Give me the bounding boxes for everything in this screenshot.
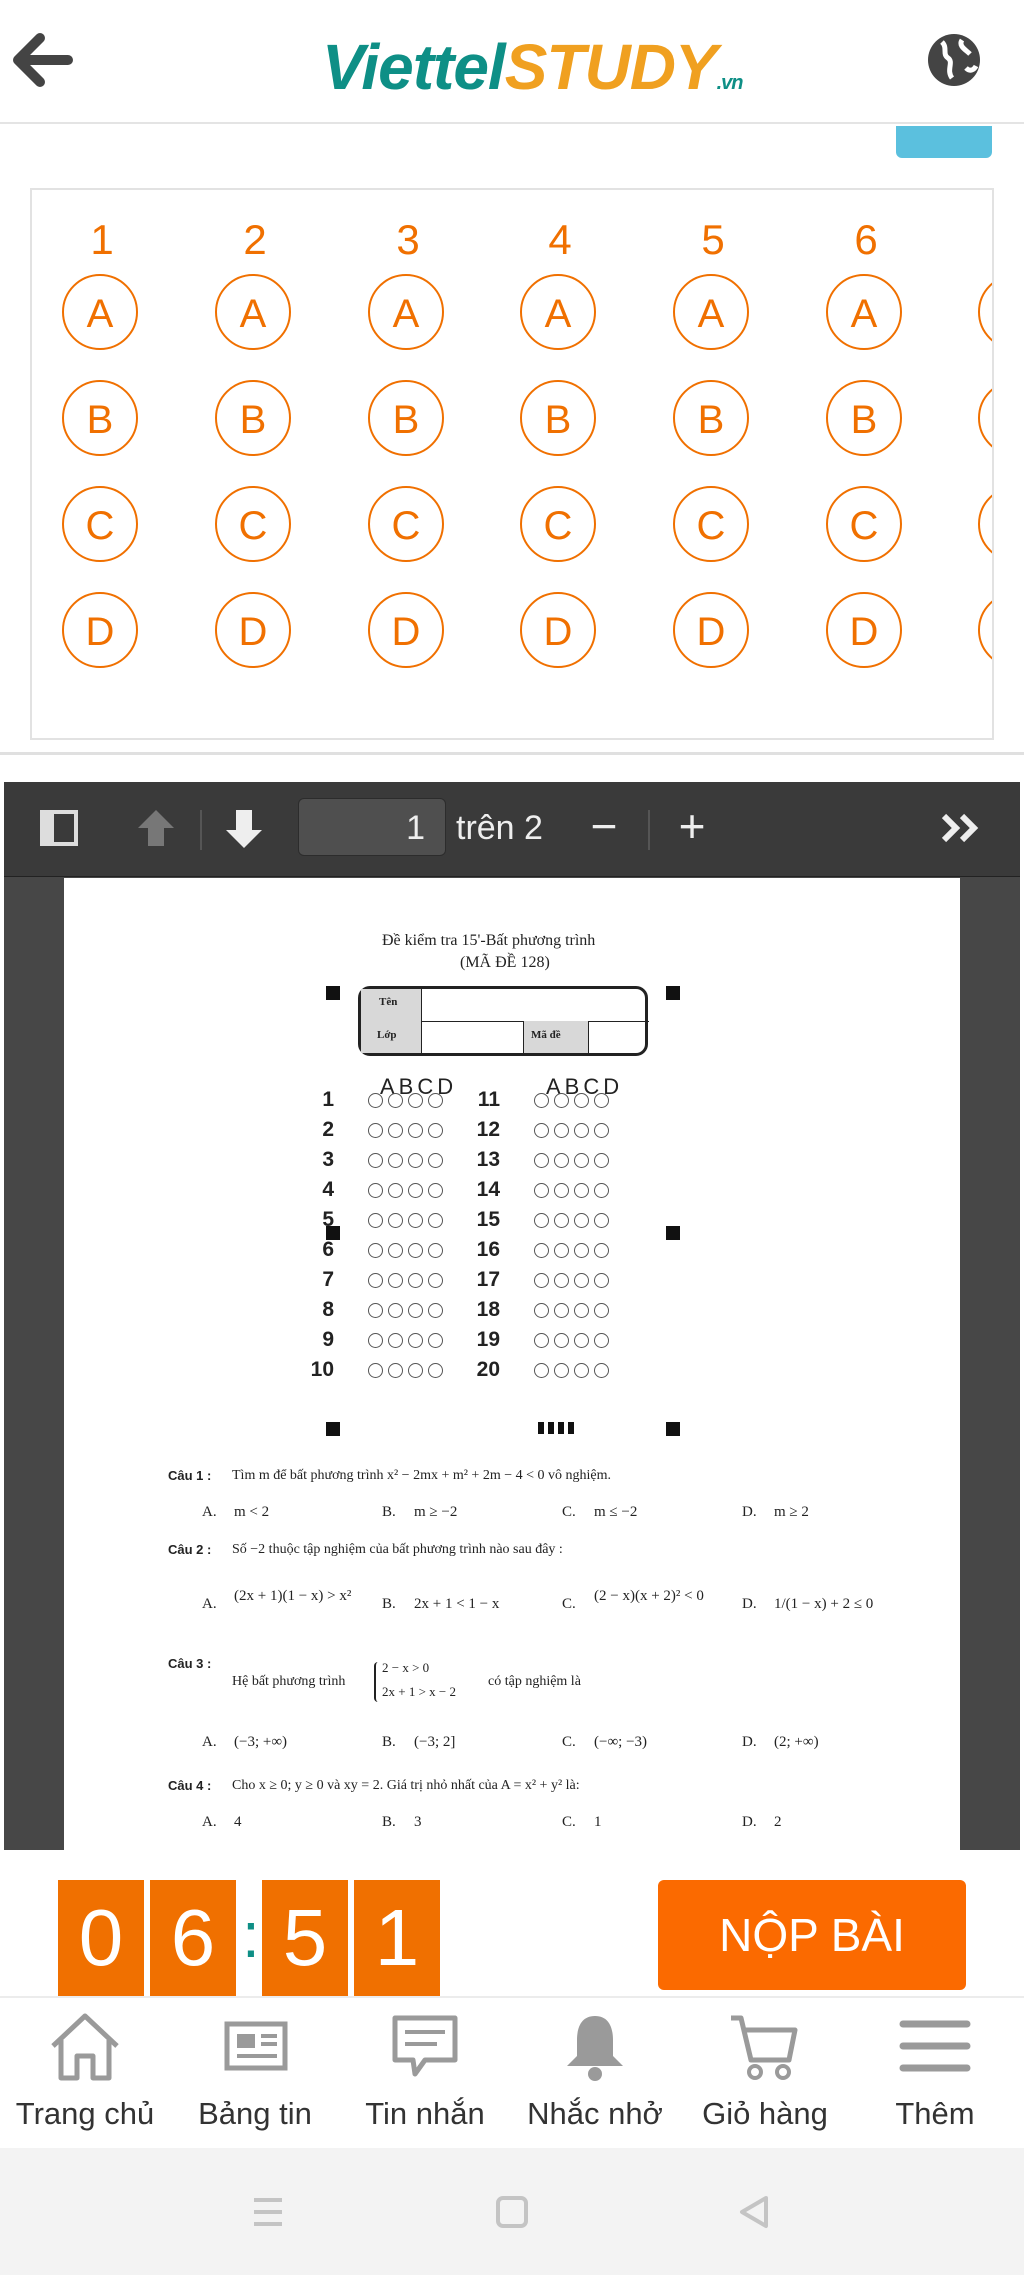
answer-bubble[interactable]: B	[520, 380, 596, 456]
answer-bubble[interactable]: B	[826, 380, 902, 456]
answer-bubble[interactable]: A	[368, 274, 444, 350]
sidebar-toggle-button[interactable]	[36, 800, 84, 856]
tab-more[interactable]	[850, 2008, 1020, 2136]
answer-bubble[interactable]: B	[368, 380, 444, 456]
sheet-bubble	[408, 1303, 423, 1318]
alignment-mark	[326, 1422, 340, 1436]
option-label: D.	[742, 1814, 757, 1830]
answer-bubble[interactable]: D	[826, 592, 902, 668]
back-nav-icon[interactable]	[734, 2192, 774, 2232]
answer-bubble[interactable]: C	[215, 486, 291, 562]
question-label: Câu 4 :	[168, 1778, 212, 1793]
logo-text-study: STUDY	[504, 31, 717, 103]
sheet-bubble	[428, 1093, 443, 1108]
previous-page-button[interactable]	[128, 800, 184, 856]
question-text: Hệ bất phương trình	[232, 1674, 346, 1689]
answer-bubble[interactable]: C	[826, 486, 902, 562]
sheet-bubble	[428, 1183, 443, 1198]
answer-bubble[interactable]: B	[62, 380, 138, 456]
sheet-row-number: 18	[476, 1298, 500, 1321]
sheet-row-number: 2	[322, 1118, 334, 1141]
option-label: A.	[202, 1814, 217, 1830]
logo-text-viettel: Viettel	[322, 31, 505, 103]
sheet-bubble	[408, 1333, 423, 1348]
sheet-bubble	[408, 1183, 423, 1198]
pdf-code: (MÃ ĐỀ 128)	[460, 954, 550, 971]
more-tools-button[interactable]	[936, 800, 988, 856]
sheet-bubble	[408, 1273, 423, 1288]
tab-label: Bảng tin	[198, 2096, 312, 2131]
option-text: 1/(1 − x) + 2 ≤ 0	[774, 1596, 874, 1612]
viettel-study-logo	[322, 22, 743, 112]
sheet-bubble	[594, 1303, 609, 1318]
cart-icon	[725, 2008, 805, 2084]
question-text: Tìm m để bất phương trình x² − 2mx + m² + 2m − 4 < 0 vô nghiệm.	[232, 1468, 612, 1483]
timer-digit: 6	[150, 1880, 236, 1996]
back-button[interactable]	[10, 28, 74, 92]
sheet-bubble	[408, 1363, 423, 1378]
arrow-up-icon	[128, 800, 184, 856]
sheet-bubble	[574, 1303, 589, 1318]
option-label: D.	[742, 1734, 757, 1750]
question-number: 6	[854, 216, 878, 263]
system-brace	[374, 1662, 382, 1702]
option-text: (2 − x)(x + 2)² < 0	[594, 1588, 704, 1604]
sheet-bubble	[388, 1333, 403, 1348]
option-text: (2; +∞)	[774, 1734, 819, 1750]
sheet-bubble	[388, 1243, 403, 1258]
sheet-bubble	[368, 1213, 383, 1228]
system-navigation-bar	[0, 2148, 1024, 2275]
option-text: (−3; +∞)	[234, 1734, 288, 1750]
question-number: 1	[90, 216, 114, 263]
timer-separator: :	[242, 1899, 260, 1971]
sheet-bubble	[554, 1333, 569, 1348]
tab-messages[interactable]	[340, 2008, 510, 2136]
sheet-row-number: 1	[322, 1088, 334, 1111]
sheet-row-number: 17	[476, 1268, 500, 1291]
sheet-bubble	[428, 1243, 443, 1258]
sheet-bubble	[408, 1153, 423, 1168]
sheet-bubble	[534, 1093, 549, 1108]
sheet-row-number: 15	[476, 1208, 500, 1231]
question-number: 4	[548, 216, 572, 263]
sheet-bubble	[368, 1153, 383, 1168]
answer-bubble[interactable]: B	[673, 380, 749, 456]
sheet-bubble	[594, 1213, 609, 1228]
bell-icon	[555, 2008, 635, 2084]
sheet-bubble	[534, 1303, 549, 1318]
answer-bubble[interactable]: C	[520, 486, 596, 562]
sheet-bubble	[554, 1093, 569, 1108]
logo-text-suffix: .vn	[716, 72, 743, 94]
question-text: Số −2 thuộc tập nghiệm của bất phương trình nào sau đây :	[232, 1542, 563, 1557]
sheet-bubble	[368, 1333, 383, 1348]
sheet-bubble	[368, 1183, 383, 1198]
alignment-mark	[666, 986, 680, 1000]
answer-bubble[interactable]: C	[368, 486, 444, 562]
sheet-bubble	[594, 1153, 609, 1168]
column-header-right: ABCD	[546, 1074, 624, 1099]
sheet-bubble	[408, 1213, 423, 1228]
sheet-bubble	[534, 1213, 549, 1228]
sheet-bubble	[534, 1273, 549, 1288]
sheet-bubble	[574, 1213, 589, 1228]
arrow-down-icon	[216, 800, 272, 856]
option-label: A.	[202, 1734, 217, 1750]
option-label: D.	[742, 1596, 757, 1612]
sheet-bubble	[554, 1363, 569, 1378]
chat-icon	[385, 2008, 465, 2084]
sheet-bubble	[368, 1093, 383, 1108]
sheet-bubble	[368, 1123, 383, 1138]
sheet-bubble	[408, 1093, 423, 1108]
home-nav-icon[interactable]	[492, 2192, 532, 2232]
sheet-row-number: 13	[476, 1148, 500, 1171]
sheet-bubble	[534, 1153, 549, 1168]
answer-bubble[interactable]: B	[215, 380, 291, 456]
name-label: Tên	[379, 996, 398, 1008]
option-label: C.	[562, 1504, 576, 1520]
option-text: 2x + 1 < 1 − x	[414, 1596, 500, 1612]
sheet-bubble	[594, 1243, 609, 1258]
question-label: Câu 2 :	[168, 1542, 212, 1557]
answer-bubble[interactable]: D	[673, 592, 749, 668]
sheet-row-number: 4	[322, 1178, 334, 1201]
sheet-bubble	[368, 1273, 383, 1288]
sheet-bubble	[554, 1243, 569, 1258]
sheet-bubble	[594, 1273, 609, 1288]
option-text: (2x + 1)(1 − x) > x²	[234, 1588, 352, 1604]
option-text: m ≥ −2	[414, 1504, 458, 1520]
option-text: (−3; 2]	[414, 1734, 456, 1750]
tab-home[interactable]	[0, 2008, 170, 2136]
barcode-mark	[538, 1422, 578, 1434]
newspaper-icon	[215, 2008, 295, 2084]
question-number: 5	[701, 216, 725, 263]
option-label: A.	[202, 1596, 217, 1612]
question-text: có tập nghiệm là	[488, 1674, 581, 1689]
answer-bubble[interactable]: C	[62, 486, 138, 562]
sheet-bubble	[554, 1153, 569, 1168]
option-label: D.	[742, 1504, 757, 1520]
answer-bubble-clipped[interactable]	[978, 486, 994, 562]
sheet-bubble	[388, 1093, 403, 1108]
timer-digit: 5	[262, 1880, 348, 1996]
option-text: (−∞; −3)	[594, 1734, 648, 1750]
arrow-left-icon	[10, 28, 74, 92]
question-number: 3	[396, 216, 420, 263]
answer-bubble-clipped[interactable]	[978, 592, 994, 668]
pdf-title: Đề kiểm tra 15'-Bất phương trình	[382, 932, 596, 949]
sidebar-icon	[36, 800, 84, 856]
sheet-bubble	[554, 1123, 569, 1138]
sheet-row-number: 7	[322, 1268, 334, 1291]
sheet-row-number: 9	[322, 1328, 334, 1351]
sheet-bubble	[428, 1333, 443, 1348]
column-header-left: ABCD	[380, 1074, 458, 1099]
double-chevron-right-icon	[936, 800, 988, 856]
tab-label: Thêm	[895, 2096, 975, 2131]
option-text: 1	[594, 1814, 602, 1830]
sheet-bubble	[388, 1183, 403, 1198]
option-label: C.	[562, 1814, 576, 1830]
page-total-label: trên 2	[456, 809, 543, 847]
sheet-bubble	[388, 1363, 403, 1378]
answer-bubble[interactable]: A	[826, 274, 902, 350]
sheet-bubble	[574, 1093, 589, 1108]
sheet-bubble	[594, 1093, 609, 1108]
sheet-bubble	[554, 1183, 569, 1198]
answer-bubble[interactable]: D	[215, 592, 291, 668]
sheet-bubble	[574, 1363, 589, 1378]
zoom-in-button[interactable]: +	[678, 800, 706, 852]
sheet-row-number: 19	[476, 1328, 500, 1351]
sheet-bubble	[428, 1123, 443, 1138]
class-label: Lớp	[377, 1029, 397, 1041]
answer-bubble-clipped[interactable]	[978, 380, 994, 456]
sheet-bubble	[388, 1213, 403, 1228]
sheet-bubble	[428, 1213, 443, 1228]
sheet-bubble	[554, 1303, 569, 1318]
sheet-bubble	[574, 1123, 589, 1138]
sheet-bubble	[534, 1123, 549, 1138]
sheet-bubble	[408, 1123, 423, 1138]
option-label: B.	[382, 1734, 396, 1750]
sheet-bubble	[428, 1273, 443, 1288]
sheet-bubble	[554, 1273, 569, 1288]
sheet-bubble	[594, 1363, 609, 1378]
next-page-button[interactable]	[216, 800, 272, 856]
exam-code-label: Mã đề	[531, 1029, 561, 1041]
sheet-row-number: 14	[476, 1178, 500, 1201]
tab-news[interactable]	[170, 2008, 340, 2136]
timer-digit: 0	[58, 1880, 144, 1996]
sheet-bubble	[574, 1333, 589, 1348]
submit-button[interactable]: NỘP BÀI	[658, 1880, 966, 1990]
alignment-mark	[326, 986, 340, 1000]
sheet-row-number: 20	[476, 1358, 500, 1381]
sheet-bubble	[574, 1183, 589, 1198]
system-line: 2 − x > 0	[382, 1660, 430, 1675]
sheet-bubble	[594, 1123, 609, 1138]
recent-apps-icon[interactable]	[248, 2192, 288, 2232]
option-text: m ≤ −2	[594, 1504, 638, 1520]
tab-label: Giỏ hàng	[702, 2096, 828, 2131]
sheet-row-number: 12	[476, 1118, 500, 1141]
card-title-clipped	[34, 112, 294, 132]
answer-bubble[interactable]: C	[673, 486, 749, 562]
sheet-bubble	[388, 1303, 403, 1318]
sheet-bubble	[388, 1123, 403, 1138]
sheet-bubble	[428, 1303, 443, 1318]
question-label: Câu 3 :	[168, 1656, 212, 1671]
sheet-bubble	[574, 1273, 589, 1288]
sheet-bubble	[428, 1153, 443, 1168]
home-icon	[45, 2008, 125, 2084]
question-text: Cho x ≥ 0; y ≥ 0 và xy = 2. Giá trị nhỏ nhất của A = x² + y² là:	[232, 1778, 580, 1793]
alignment-mark	[666, 1226, 680, 1240]
globe-icon	[922, 28, 986, 92]
card-action-button[interactable]	[896, 126, 992, 158]
answer-bubble-clipped[interactable]	[978, 274, 994, 350]
sheet-bubble	[408, 1243, 423, 1258]
menu-icon	[895, 2008, 975, 2084]
option-label: B.	[382, 1596, 396, 1612]
answer-bubble[interactable]: D	[520, 592, 596, 668]
sheet-bubble	[534, 1333, 549, 1348]
sheet-bubble	[594, 1333, 609, 1348]
sheet-bubble	[368, 1243, 383, 1258]
answer-bubble[interactable]: D	[368, 592, 444, 668]
sheet-row-number: 8	[322, 1298, 334, 1321]
sheet-bubble	[534, 1363, 549, 1378]
option-label: C.	[562, 1596, 576, 1612]
system-line: 2x + 1 > x − 2	[382, 1684, 456, 1699]
option-text: 3	[414, 1814, 422, 1830]
sheet-bubble	[388, 1273, 403, 1288]
answer-bubble[interactable]: D	[62, 592, 138, 668]
answer-bubble[interactable]: A	[215, 274, 291, 350]
tab-reminders[interactable]	[510, 2008, 680, 2136]
sheet-bubble	[368, 1363, 383, 1378]
sheet-row-number: 11	[477, 1088, 500, 1111]
sheet-row-number: 3	[322, 1148, 334, 1171]
sheet-bubble	[388, 1153, 403, 1168]
student-info-box	[358, 986, 648, 1056]
sheet-bubble	[428, 1363, 443, 1378]
answer-bubble[interactable]: A	[62, 274, 138, 350]
sheet-bubble	[368, 1303, 383, 1318]
option-text: m ≥ 2	[774, 1504, 809, 1520]
option-label: C.	[562, 1734, 576, 1750]
option-label: A.	[202, 1504, 217, 1520]
sheet-bubble	[574, 1243, 589, 1258]
language-button[interactable]	[922, 28, 986, 92]
tab-label: Tin nhắn	[365, 2096, 485, 2131]
sheet-row-number: 5	[322, 1208, 334, 1231]
option-text: 4	[234, 1814, 242, 1830]
sheet-bubble	[574, 1153, 589, 1168]
timer-digit: 1	[354, 1880, 440, 1996]
tab-cart[interactable]	[680, 2008, 850, 2136]
question-label: Câu 1 :	[168, 1468, 212, 1483]
tab-label: Nhắc nhở	[527, 2096, 663, 2131]
sheet-bubble	[534, 1183, 549, 1198]
option-text: m < 2	[234, 1504, 270, 1520]
answer-bubble[interactable]: A	[673, 274, 749, 350]
option-label: B.	[382, 1504, 396, 1520]
alignment-mark	[666, 1422, 680, 1436]
sheet-bubble	[594, 1183, 609, 1198]
option-label: B.	[382, 1814, 396, 1830]
zoom-out-button[interactable]: −	[590, 800, 618, 852]
question-number: 2	[243, 216, 267, 263]
sheet-bubble	[534, 1243, 549, 1258]
pdf-page	[64, 878, 960, 1850]
answer-grid	[30, 188, 994, 740]
answer-bubble[interactable]: A	[520, 274, 596, 350]
option-text: 2	[774, 1814, 782, 1830]
sheet-row-number: 16	[476, 1238, 500, 1261]
tab-label: Trang chủ	[15, 2096, 155, 2131]
page-number-input[interactable]: 1	[298, 798, 446, 856]
sheet-row-number: 10	[310, 1358, 334, 1381]
sheet-bubble	[554, 1213, 569, 1228]
sheet-row-number: 6	[322, 1238, 334, 1261]
